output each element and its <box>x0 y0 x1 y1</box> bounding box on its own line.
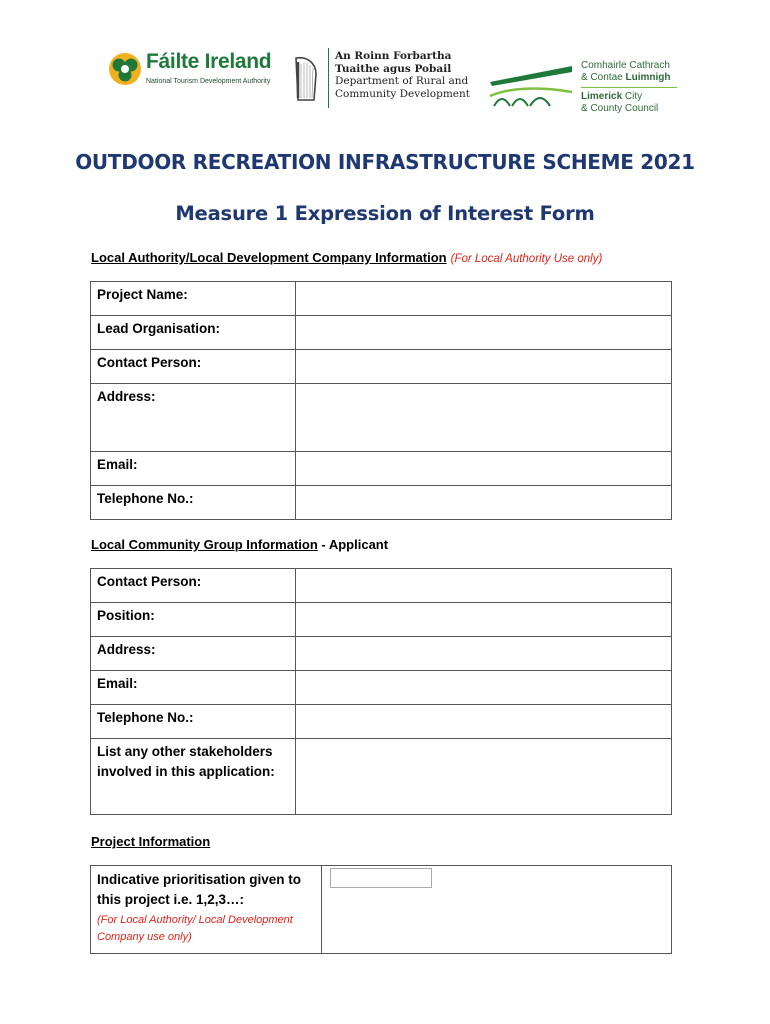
prioritisation-input[interactable] <box>330 868 432 888</box>
limerick-line-4: & County Council <box>581 102 659 114</box>
field-label: Email: <box>91 671 296 705</box>
field-label: Telephone No.: <box>91 705 296 739</box>
field-label: Lead Organisation: <box>91 316 296 350</box>
limerick-line-3-rest: City <box>624 91 643 102</box>
dept-line-3: Department of Rural and <box>335 75 469 87</box>
la-info-table <box>90 281 672 520</box>
table-row <box>91 569 672 603</box>
prioritisation-label: Indicative prioritisation given to this project i.e. 1,2,3…: <box>97 872 302 907</box>
cg-contact-person-field[interactable] <box>296 569 672 603</box>
limerick-line-2-prefix: & Contae <box>581 71 623 83</box>
table-row <box>91 486 672 520</box>
prioritisation-cell <box>322 866 672 954</box>
limerick-line-2-bold: Luimnigh <box>625 71 671 83</box>
document-title: OUTDOOR RECREATION INFRASTRUCTURE SCHEME 2021 <box>75 150 695 174</box>
cg-telephone-field[interactable] <box>296 705 672 739</box>
section-la-heading-text: Local Authority/Local Development Company Information <box>91 250 447 265</box>
cg-position-field[interactable] <box>296 603 672 637</box>
section-project-heading-text: Project Information <box>91 834 211 849</box>
field-label: Telephone No.: <box>91 486 296 520</box>
section-community-heading <box>91 537 388 552</box>
failte-ireland-logo <box>108 50 278 94</box>
table-row <box>91 866 672 954</box>
project-name-field[interactable] <box>296 282 672 316</box>
section-community-suffix: - Applicant <box>317 537 389 552</box>
field-label: Position: <box>91 603 296 637</box>
harp-icon <box>290 54 320 104</box>
table-row <box>91 350 672 384</box>
la-email-field[interactable] <box>296 452 672 486</box>
failte-logo-tagline: National Tourism Development Authority <box>146 78 271 85</box>
section-project-heading <box>91 834 210 849</box>
table-row <box>91 384 672 452</box>
table-row <box>91 637 672 671</box>
dept-line-4: Community Development <box>335 87 470 100</box>
field-label: Contact Person: <box>91 569 296 603</box>
table-row <box>91 705 672 739</box>
table-row <box>91 739 672 815</box>
field-label: Address: <box>91 637 296 671</box>
la-address-field[interactable] <box>296 384 672 452</box>
limerick-line-3-bold: Limerick <box>581 91 623 102</box>
field-label: Contact Person: <box>91 350 296 384</box>
la-telephone-field[interactable] <box>296 486 672 520</box>
cg-address-field[interactable] <box>296 637 672 671</box>
department-logo <box>290 48 470 112</box>
table-row <box>91 282 672 316</box>
section-la-note: (For Local Authority Use only) <box>450 253 603 265</box>
table-row <box>91 603 672 637</box>
limerick-council-logo <box>488 58 688 120</box>
dept-line-1: An Roinn Forbartha <box>335 50 452 62</box>
project-info-table <box>90 865 672 954</box>
section-la-heading <box>91 250 602 265</box>
prioritisation-note: (For Local Authority/ Local Development Company use only) <box>97 914 293 943</box>
table-row <box>91 452 672 486</box>
lead-organisation-field[interactable] <box>296 316 672 350</box>
community-info-table <box>90 568 672 815</box>
cg-stakeholders-field[interactable] <box>296 739 672 815</box>
la-contact-person-field[interactable] <box>296 350 672 384</box>
cg-email-field[interactable] <box>296 671 672 705</box>
field-label: List any other stakeholders involved in this application: <box>91 739 296 815</box>
field-label: Project Name: <box>91 282 296 316</box>
field-label: Address: <box>91 384 296 452</box>
table-row <box>91 671 672 705</box>
header-logos <box>0 44 770 124</box>
prioritisation-label-cell <box>91 866 322 954</box>
section-community-heading-text: Local Community Group Information <box>91 537 318 552</box>
bridge-swoosh-icon <box>488 62 574 110</box>
document-subtitle: Measure 1 Expression of Interest Form <box>175 202 595 225</box>
limerick-line-1: Comhairle Cathrach <box>581 60 670 71</box>
table-row <box>91 316 672 350</box>
dept-line-2: Tuaithe agus Pobail <box>335 62 452 75</box>
shamrock-icon <box>108 52 142 86</box>
failte-logo-name: Fáilte Ireland <box>146 50 272 73</box>
field-label: Email: <box>91 452 296 486</box>
